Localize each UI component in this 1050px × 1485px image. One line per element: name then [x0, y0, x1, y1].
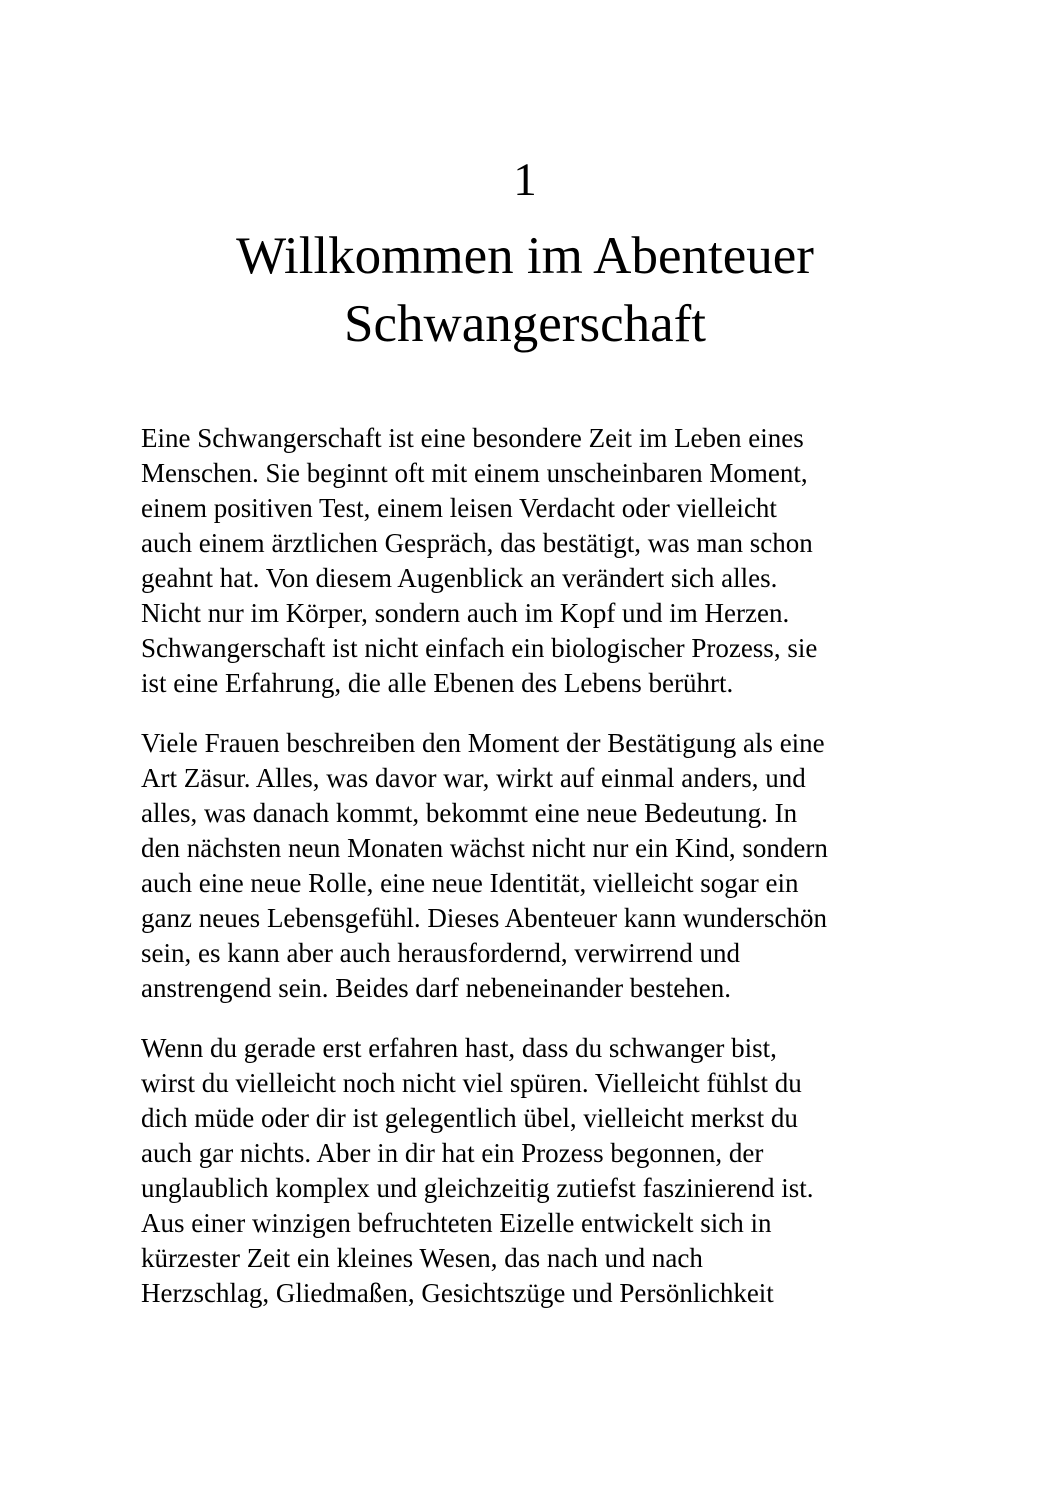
chapter-title-line: Schwangerschaft [343, 295, 707, 353]
text-line: auch eine neue Rolle, eine neue Identität, vielleicht sogar ein [141, 868, 799, 898]
text-line: Wenn du gerade erst erfahren hast, dass du schwanger bist, [141, 1033, 777, 1063]
text-line: Viele Frauen beschreiben den Moment der Bestätigung als eine [141, 728, 825, 758]
text-line: auch einem ärztlichen Gespräch, das bestätigt, was man schon [141, 528, 813, 558]
text-line: kürzester Zeit ein kleines Wesen, das nach und nach [141, 1243, 703, 1273]
text-line: alles, was danach kommt, bekommt eine neue Bedeutung. In [141, 798, 798, 828]
text-line: Art Zäsur. Alles, was davor war, wirkt auf einmal anders, und [141, 763, 806, 793]
chapter-number: 1 [513, 154, 537, 206]
text-line: ist eine Erfahrung, die alle Ebenen des Lebens berührt. [141, 668, 734, 698]
text-line: Eine Schwangerschaft ist eine besondere Zeit im Leben eines [141, 423, 804, 453]
chapter-title [100, 222, 950, 358]
chapter-title-line: Willkommen im Abenteuer [236, 227, 814, 285]
text-line: auch gar nichts. Aber in dir hat ein Prozess begonnen, der [141, 1138, 764, 1168]
text-line: Schwangerschaft ist nicht einfach ein biologischer Prozess, sie [141, 633, 818, 663]
paragraph [141, 421, 931, 701]
paragraph [141, 726, 931, 1006]
text-line: anstrengend sein. Beides darf nebeneinander bestehen. [141, 973, 732, 1003]
text-line: Menschen. Sie beginnt oft mit einem unscheinbaren Moment, [141, 458, 808, 488]
text-line: dich müde oder dir ist gelegentlich übel, vielleicht merkst du [141, 1103, 798, 1133]
text-line: wirst du vielleicht noch nicht viel spüren. Vielleicht fühlst du [141, 1068, 802, 1098]
text-line: ganz neues Lebensgefühl. Dieses Abenteuer kann wunderschön [141, 903, 828, 933]
text-line: sein, es kann aber auch herausfordernd, verwirrend und [141, 938, 741, 968]
text-line: Nicht nur im Körper, sondern auch im Kopf und im Herzen. [141, 598, 790, 628]
text-line: Aus einer winzigen befruchteten Eizelle entwickelt sich in [141, 1208, 772, 1238]
text-line: unglaublich komplex und gleichzeitig zutiefst faszinierend ist. [141, 1173, 814, 1203]
text-line: geahnt hat. Von diesem Augenblick an verändert sich alles. [141, 563, 778, 593]
text-line: Herzschlag, Gliedmaßen, Gesichtszüge und Persönlichkeit [141, 1278, 774, 1308]
text-line: den nächsten neun Monaten wächst nicht nur ein Kind, sondern [141, 833, 828, 863]
body-text [141, 421, 931, 1336]
text-line: einem positiven Test, einem leisen Verdacht oder vielleicht [141, 493, 777, 523]
paragraph [141, 1031, 931, 1311]
